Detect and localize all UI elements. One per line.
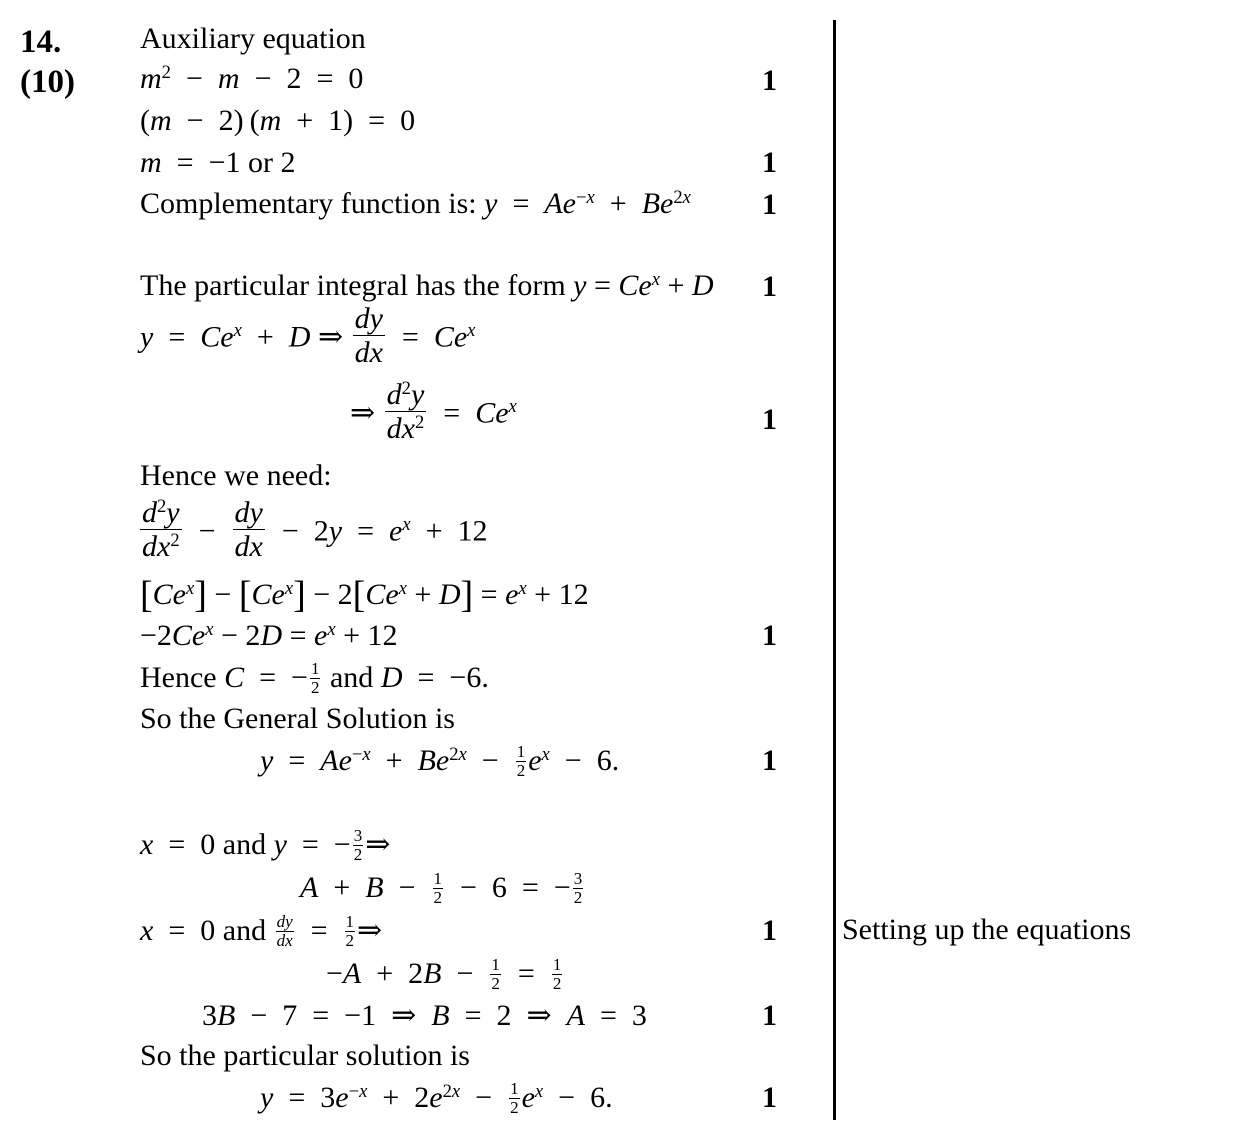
question-number: 14.	[20, 24, 62, 60]
mark: 1	[762, 270, 777, 303]
initial-condition-dy: x = 0 and $\frac{dy}{dx}$ = $\frac{1}{2}$ ⇒	[140, 911, 383, 950]
simplified-equation: $-2Ce^x - 2D = e^x + 12$	[140, 618, 398, 652]
complementary-function: Complementary function is: $y = Ae^{-x} + Be^{2x}$	[140, 186, 691, 220]
mark: 1	[762, 619, 777, 652]
mark: 1	[762, 188, 777, 221]
first-derivative: y = Ce$^x$ + D ⇒ $\frac{dy}{dx}$ = Ce$^x$	[140, 302, 476, 370]
solve-a-b: 3B − 7 = −1 ⇒ B = 2 ⇒ A = 3	[202, 999, 647, 1032]
general-solution-label: So the General Solution is	[140, 702, 455, 735]
substitution: $[Ce^x] - [Ce^x] - 2[Ce^x + D] = e^x + 12$	[140, 574, 589, 616]
auxiliary-equation: $m^2 - m - 2 = 0$	[140, 61, 364, 95]
differential-equation: $\frac{d^2y}{dx^2}$ − $\frac{dy}{dx}$ − $2y = e^x + 12$	[142, 496, 488, 564]
roots: m = −1 or 2	[140, 146, 296, 179]
particular-solution: $y = 3e^{-x} + 2e^{2x}$ − $\frac{1}{2}$ $e^x - 6$.	[260, 1078, 613, 1117]
mark: 1	[762, 999, 777, 1032]
mark: 1	[762, 1081, 777, 1114]
complementary-label: Complementary function is:	[140, 187, 477, 220]
second-derivative: ⇒ $\frac{d^2y}{dx^2}$ = Ce$^x$	[350, 378, 517, 446]
mark: 1	[762, 64, 777, 97]
particular-integral-form: The particular integral has the form $y = Ce^x + D$	[140, 268, 714, 302]
auxiliary-heading: Auxiliary equation	[140, 22, 366, 55]
or-word: or	[248, 146, 274, 179]
general-solution: $y = Ae^{-x} + Be^{2x}$ − $\frac{1}{2}$ $e^x - 6$.	[260, 741, 620, 780]
equation-from-dy: −A + 2B − $\frac{1}{2}$ = $\frac{1}{2}$	[326, 954, 562, 993]
column-divider	[833, 20, 836, 1120]
mark: 1	[762, 403, 777, 436]
mark: 1	[762, 744, 777, 777]
initial-condition-y: x = 0 and y = − $\frac{3}{2}$ ⇒	[140, 825, 391, 864]
comment-setting-up: Setting up the equations	[842, 913, 1132, 946]
constants-c-d: Hence C = − $\frac{1}{2}$ and D = −6.	[140, 658, 489, 697]
hence-word: Hence	[140, 661, 217, 695]
and-word: and	[329, 661, 374, 695]
particular-integral-label: The particular integral has the form	[140, 269, 566, 302]
mark: 1	[762, 146, 777, 179]
mark: 1	[762, 914, 777, 947]
hence-need-label: Hence we need:	[140, 459, 332, 492]
equation-from-y: A + B − $\frac{1}{2}$ − 6 = − $\frac{3}{2}$	[300, 868, 583, 907]
factorised-equation: (m − 2) (m + 1) = 0	[140, 104, 416, 137]
question-marks-total: (10)	[20, 64, 75, 100]
particular-solution-label: So the particular solution is	[140, 1039, 470, 1072]
